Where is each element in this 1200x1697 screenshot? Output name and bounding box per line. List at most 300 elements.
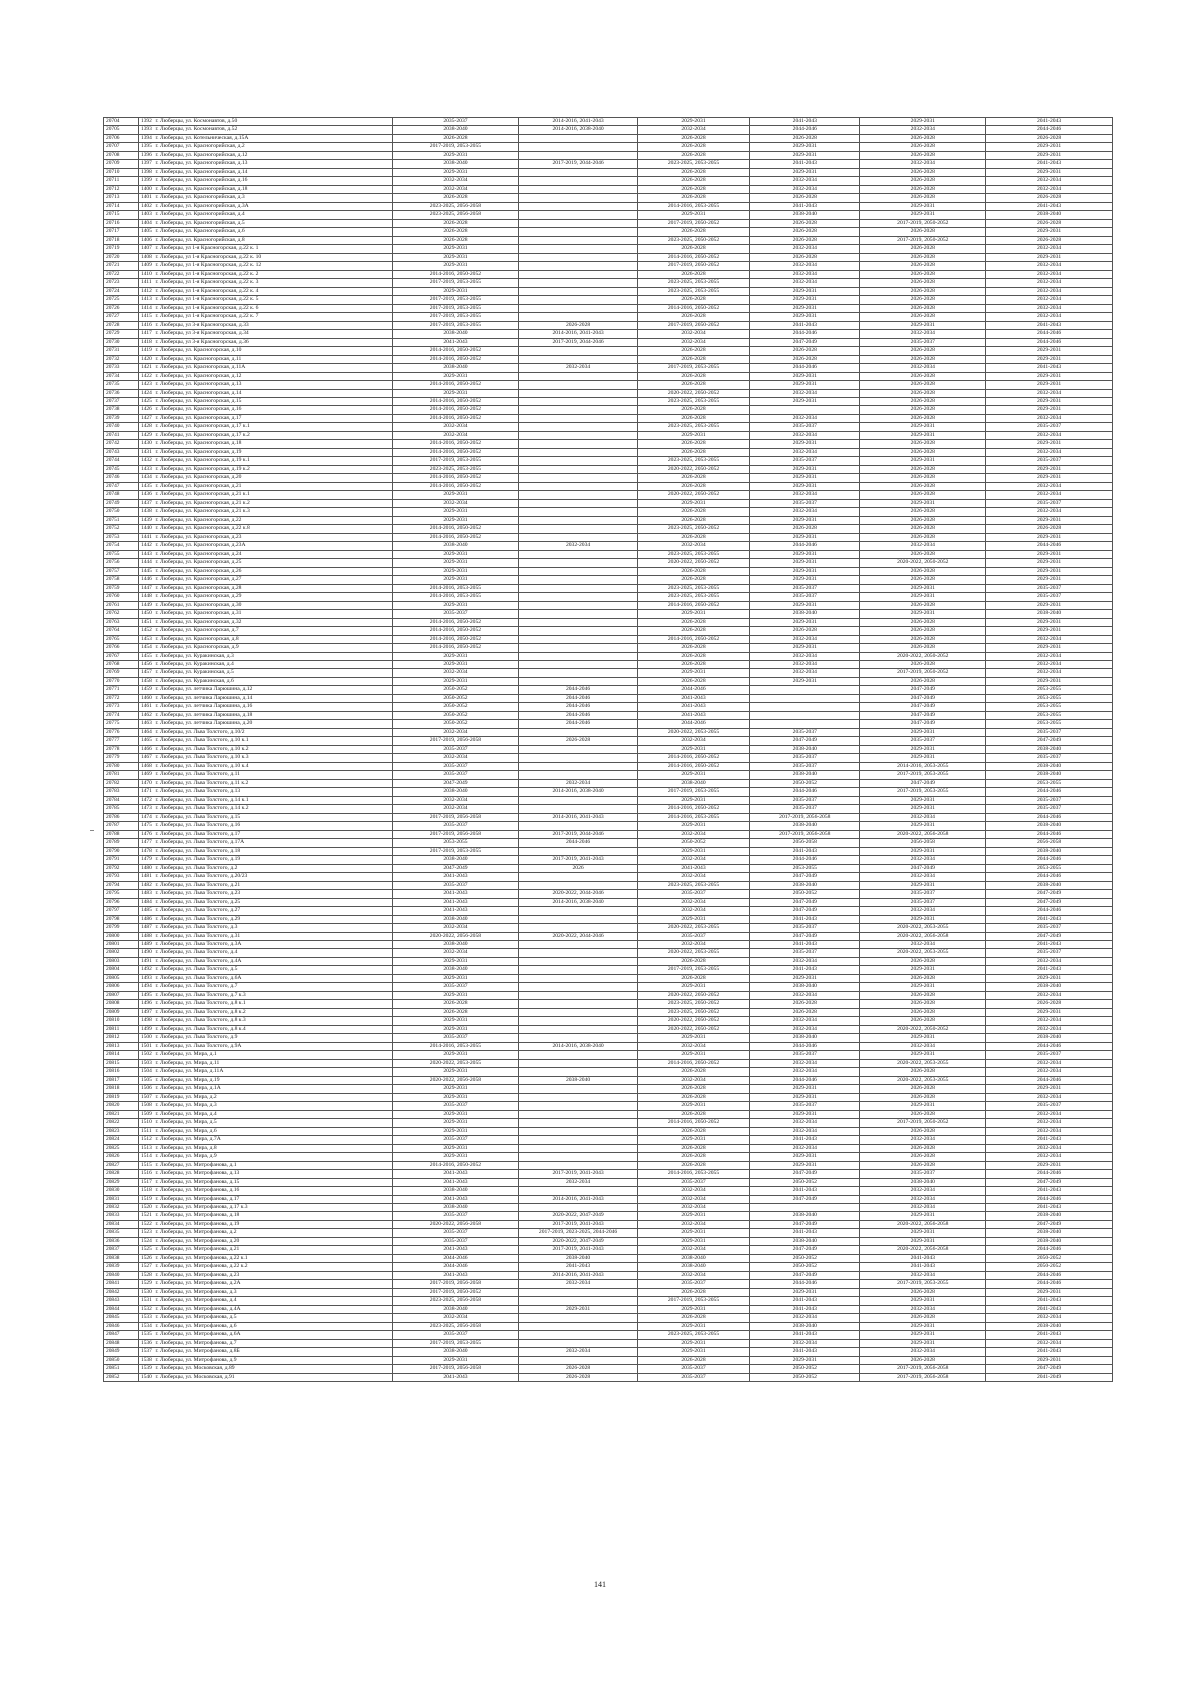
- cell-address: г. Люберцы, ул. Митрофанова, д.15: [153, 1178, 392, 1186]
- cell-p2: [519, 1187, 638, 1195]
- cell-p6: 2032-2034: [986, 279, 1113, 287]
- cell-p1: 2017-2019, 2053-2055: [392, 457, 519, 465]
- cell-address: г. Люберцы, ул. Красногорская, д.21 к.2: [153, 499, 392, 507]
- cell-num: 1472: [139, 796, 154, 804]
- cell-address: г. Люберцы, ул. Льва Толстого, д.3: [153, 924, 392, 932]
- cell-p6: 2035-2037: [986, 1102, 1113, 1110]
- table-row: [104, 321, 1113, 329]
- cell-p4: 2029-2031: [750, 151, 860, 159]
- cell-num: 1499: [139, 1025, 154, 1033]
- cell-p4: 2050-2052: [750, 1254, 860, 1262]
- cell-p1: 2050-2052: [392, 703, 519, 711]
- cell-p3: 2026-2028: [637, 168, 749, 176]
- cell-id: 20729: [104, 330, 139, 338]
- cell-p5: 2026-2028: [860, 287, 986, 295]
- cell-p3: 2035-2037: [637, 1178, 749, 1186]
- cell-p2: [519, 1356, 638, 1364]
- cell-p3: 2017-2019, 2053-2055: [637, 788, 749, 796]
- table-row: [104, 1271, 1113, 1279]
- cell-num: 1426: [139, 406, 154, 414]
- cell-p1: 2038-2040: [392, 788, 519, 796]
- cell-p5: 2029-2031: [860, 1229, 986, 1237]
- cell-p3: 2026-2028: [637, 143, 749, 151]
- cell-p6: 2029-2031: [986, 406, 1113, 414]
- table-row: [104, 661, 1113, 669]
- table-row: [104, 924, 1113, 932]
- table-row: [104, 890, 1113, 898]
- cell-p1: 2029-2031: [392, 1085, 519, 1093]
- cell-address: г. Люберцы, ул. Красногорская, д.18: [153, 440, 392, 448]
- cell-p5: 2026-2028: [860, 1314, 986, 1322]
- cell-num: 1495: [139, 991, 154, 999]
- cell-p2: 2014-2016, 2041-2043: [519, 813, 638, 821]
- table-row: [104, 957, 1113, 965]
- cell-num: 1420: [139, 355, 154, 363]
- cell-num: 1481: [139, 873, 154, 881]
- table-row: [104, 355, 1113, 363]
- cell-address: г. Люберцы, ул. Красногорская, д.29: [153, 593, 392, 601]
- table-row: [104, 465, 1113, 473]
- cell-address: г. Люберцы, ул. Красногорская, д.10: [153, 347, 392, 355]
- cell-p5: 2029-2031: [860, 728, 986, 736]
- cell-p3: 2023-2025, 2053-2055: [637, 1331, 749, 1339]
- cell-p1: 2035-2037: [392, 762, 519, 770]
- cell-num: 1462: [139, 711, 154, 719]
- cell-p6: 2029-2031: [986, 168, 1113, 176]
- cell-address: г. Люберцы, ул. Митрофанова, д.2: [153, 1229, 392, 1237]
- cell-id: 20709: [104, 160, 139, 168]
- cell-p6: 2038-2040: [986, 1322, 1113, 1330]
- cell-p6: 2029-2031: [986, 1161, 1113, 1169]
- cell-p4: 2035-2037: [750, 728, 860, 736]
- cell-p2: [519, 1085, 638, 1093]
- table-row: [104, 177, 1113, 185]
- cell-p1: 2032-2034: [392, 796, 519, 804]
- cell-p4: 2029-2031: [750, 313, 860, 321]
- cell-id: 20789: [104, 839, 139, 847]
- cell-p3: 2032-2034: [637, 126, 749, 134]
- cell-address: г. Люберцы, ул. летчика Ларюшина, д.16: [153, 703, 392, 711]
- cell-address: г. Люберцы, ул. Льва Толстого, д.10 к.1: [153, 737, 392, 745]
- cell-p5: 2029-2031: [860, 1051, 986, 1059]
- cell-p1: 2026-2028: [392, 236, 519, 244]
- cell-p3: 2014-2016, 2050-2052: [637, 304, 749, 312]
- cell-p3: 2023-2025, 2050-2052: [637, 236, 749, 244]
- table-row: [104, 228, 1113, 236]
- cell-p6: 2041-2049: [986, 1373, 1113, 1381]
- cell-p2: 2041-2043: [519, 1263, 638, 1271]
- cell-address: г. Люберцы, ул 1-я Красногорская, д.22 к. 3: [153, 279, 392, 287]
- cell-p2: [519, 652, 638, 660]
- cell-p5: 2032-2034: [860, 364, 986, 372]
- cell-id: 20734: [104, 372, 139, 380]
- cell-p1: 2032-2034: [392, 754, 519, 762]
- table-row: [104, 1136, 1113, 1144]
- cell-num: 1399: [139, 177, 154, 185]
- cell-p3: 2014-2016, 2050-2052: [637, 762, 749, 770]
- cell-p1: 2029-2031: [392, 601, 519, 609]
- cell-p1: 2032-2034: [392, 805, 519, 813]
- cell-p2: [519, 245, 638, 253]
- cell-num: 1467: [139, 754, 154, 762]
- cell-p6: 2041-2043: [986, 1297, 1113, 1305]
- cell-p4: 2041-2043: [750, 202, 860, 210]
- cell-id: 20821: [104, 1110, 139, 1118]
- cell-p3: 2026-2028: [637, 347, 749, 355]
- cell-id: 20779: [104, 754, 139, 762]
- cell-p5: 2017-2019, 2053-2055: [860, 788, 986, 796]
- cell-address: г. Люберцы, ул. Мира, д.19: [153, 1076, 392, 1084]
- cell-p3: 2029-2031: [637, 1034, 749, 1042]
- cell-address: г. Люберцы, ул. Мира, д.8: [153, 1144, 392, 1152]
- cell-address: г. Люберцы, ул. Льва Толстого, д.14 к.2: [153, 805, 392, 813]
- cell-p4: 2041-2043: [750, 160, 860, 168]
- cell-p3: 2041-2043: [637, 864, 749, 872]
- cell-address: г. Люберцы, ул. Красногорийская, д.3А: [153, 202, 392, 210]
- cell-p6: 2032-2034: [986, 661, 1113, 669]
- cell-p1: 2023-2025, 2056-2058: [392, 1322, 519, 1330]
- cell-num: 1394: [139, 134, 154, 142]
- table-row: [104, 1322, 1113, 1330]
- cell-p3: 2029-2031: [637, 1322, 749, 1330]
- cell-p6: 2053-2055: [986, 703, 1113, 711]
- cell-p6: 2035-2037: [986, 457, 1113, 465]
- cell-p5: 2026-2028: [860, 567, 986, 575]
- cell-p2: [519, 677, 638, 685]
- cell-p5: 2026-2028: [860, 304, 986, 312]
- cell-p6: 2032-2034: [986, 1153, 1113, 1161]
- cell-p3: 2026-2028: [637, 644, 749, 652]
- cell-p4: 2050-2052: [750, 779, 860, 787]
- cell-id: 20753: [104, 533, 139, 541]
- cell-p4: 2044-2046: [750, 1280, 860, 1288]
- cell-address: г. Люберцы, ул. Красногорская, д.17: [153, 414, 392, 422]
- cell-p4: 2044-2046: [750, 788, 860, 796]
- cell-p6: 2029-2031: [986, 143, 1113, 151]
- table-row: [104, 686, 1113, 694]
- table-row: [104, 805, 1113, 813]
- table-row: [104, 584, 1113, 592]
- cell-p6: 2041-2043: [986, 1331, 1113, 1339]
- cell-p4: 2050-2052: [750, 1365, 860, 1373]
- cell-id: 20827: [104, 1161, 139, 1169]
- cell-p2: [519, 465, 638, 473]
- cell-p6: 2029-2031: [986, 372, 1113, 380]
- cell-p4: 2029-2031: [750, 567, 860, 575]
- cell-id: 20755: [104, 550, 139, 558]
- cell-p1: 2029-2031: [392, 1127, 519, 1135]
- cell-num: 1516: [139, 1170, 154, 1178]
- cell-p5: 2026-2028: [860, 1093, 986, 1101]
- cell-num: 1430: [139, 440, 154, 448]
- cell-p4: 2026-2028: [750, 236, 860, 244]
- cell-p5: 2017-2019, 2050-2052: [860, 669, 986, 677]
- cell-p4: 2026-2028: [750, 347, 860, 355]
- cell-p6: 2047-2049: [986, 890, 1113, 898]
- cell-id: 20720: [104, 253, 139, 261]
- cell-p2: [519, 805, 638, 813]
- cell-address: г. Люберцы, ул. Красногорская, д.24: [153, 550, 392, 558]
- cell-p2: 2038-2040: [519, 1076, 638, 1084]
- cell-id: 20840: [104, 1271, 139, 1279]
- cell-p4: 2032-2034: [750, 991, 860, 999]
- cell-p5: 2026-2028: [860, 1356, 986, 1364]
- cell-p3: 2029-2031: [637, 669, 749, 677]
- cell-p4: 2035-2037: [750, 762, 860, 770]
- cell-p2: 2032-2034: [519, 364, 638, 372]
- cell-num: 1488: [139, 932, 154, 940]
- cell-p6: 2038-2040: [986, 847, 1113, 855]
- cell-p1: 2029-2031: [392, 508, 519, 516]
- cell-p1: 2032-2034: [392, 499, 519, 507]
- cell-num: 1469: [139, 771, 154, 779]
- cell-p1: 2050-2052: [392, 694, 519, 702]
- cell-p3: 2026-2028: [637, 482, 749, 490]
- cell-p3: 2026-2028: [637, 448, 749, 456]
- cell-p4: 2032-2034: [750, 1339, 860, 1347]
- cell-p6: 2044-2046: [986, 907, 1113, 915]
- cell-p1: 2029-2031: [392, 677, 519, 685]
- cell-p3: 2017-2019, 2053-2055: [637, 364, 749, 372]
- table-row: [104, 1212, 1113, 1220]
- cell-p4: 2041-2043: [750, 1136, 860, 1144]
- cell-num: 1517: [139, 1178, 154, 1186]
- cell-p5: 2026-2028: [860, 974, 986, 982]
- cell-p3: 2026-2028: [637, 194, 749, 202]
- cell-p5: 2029-2031: [860, 1212, 986, 1220]
- cell-p2: [519, 1322, 638, 1330]
- cell-p2: [519, 457, 638, 465]
- table-row: [104, 610, 1113, 618]
- cell-p6: 2038-2040: [986, 211, 1113, 219]
- cell-p6: 2050-2052: [986, 1254, 1113, 1262]
- cell-p1: 2017-2019, 2056-2058: [392, 737, 519, 745]
- cell-num: 1411: [139, 279, 154, 287]
- cell-p2: [519, 822, 638, 830]
- table-row: [104, 788, 1113, 796]
- cell-p1: 2020-2022, 2056-2058: [392, 1076, 519, 1084]
- cell-p3: 2026-2028: [637, 516, 749, 524]
- table-row: [104, 567, 1113, 575]
- cell-p6: 2044-2046: [986, 542, 1113, 550]
- cell-p1: 2029-2031: [392, 1356, 519, 1364]
- cell-p4: 2038-2040: [750, 1322, 860, 1330]
- cell-address: г. Люберцы, ул. Красногорская, д.15: [153, 397, 392, 405]
- cell-p6: 2029-2031: [986, 1356, 1113, 1364]
- cell-p6: 2038-2040: [986, 771, 1113, 779]
- cell-p6: 2029-2031: [986, 567, 1113, 575]
- cell-p5: 2026-2028: [860, 627, 986, 635]
- table-row: [104, 703, 1113, 711]
- cell-p2: 2044-2046: [519, 686, 638, 694]
- cell-p6: 2029-2031: [986, 601, 1113, 609]
- cell-p2: [519, 406, 638, 414]
- cell-address: г. Люберцы, ул. Льва Толстого, д.13: [153, 788, 392, 796]
- table-row: [104, 550, 1113, 558]
- cell-p6: 2047-2049: [986, 932, 1113, 940]
- cell-num: 1460: [139, 694, 154, 702]
- cell-id: 20778: [104, 745, 139, 753]
- cell-p2: [519, 499, 638, 507]
- cell-num: 1513: [139, 1144, 154, 1152]
- cell-p2: 2044-2046: [519, 720, 638, 728]
- cell-p5: 2035-2037: [860, 338, 986, 346]
- cell-address: г. Люберцы, ул. Митрофанова, д.21: [153, 1246, 392, 1254]
- cell-p5: 2029-2031: [860, 881, 986, 889]
- cell-p1: 2026-2028: [392, 134, 519, 142]
- cell-p6: 2041-2043: [986, 915, 1113, 923]
- table-row: [104, 236, 1113, 244]
- cell-p3: 2035-2037: [637, 890, 749, 898]
- cell-num: 1530: [139, 1288, 154, 1296]
- cell-num: 1524: [139, 1237, 154, 1245]
- cell-num: 1451: [139, 618, 154, 626]
- cell-p3: 2017-2019, 2050-2052: [637, 321, 749, 329]
- table-row: [104, 1085, 1113, 1093]
- cell-address: г. Люберцы, ул. Мира, д.7А: [153, 1136, 392, 1144]
- cell-p5: 2017-2019, 2050-2052: [860, 236, 986, 244]
- cell-address: г. Люберцы, ул. Льва Толстого, д.10 к.3: [153, 754, 392, 762]
- cell-id: 20783: [104, 788, 139, 796]
- table-row: [104, 627, 1113, 635]
- cell-p4: 2032-2034: [750, 448, 860, 456]
- cell-p2: [519, 482, 638, 490]
- table-row: [104, 1305, 1113, 1313]
- cell-id: 20728: [104, 321, 139, 329]
- cell-p5: 2029-2031: [860, 745, 986, 753]
- cell-p2: [519, 253, 638, 261]
- table-row: [104, 1220, 1113, 1228]
- table-row: [104, 364, 1113, 372]
- cell-p2: [519, 584, 638, 592]
- table-row: [104, 728, 1113, 736]
- cell-p4: [750, 406, 860, 414]
- cell-p5: 2026-2028: [860, 465, 986, 473]
- cell-id: 20845: [104, 1314, 139, 1322]
- cell-id: 20836: [104, 1237, 139, 1245]
- cell-id: 20822: [104, 1119, 139, 1127]
- cell-p2: [519, 262, 638, 270]
- cell-p4: 2041-2043: [750, 1348, 860, 1356]
- cell-p4: 2047-2049: [750, 1170, 860, 1178]
- cell-p3: 2038-2040: [637, 1263, 749, 1271]
- cell-address: г. Люберцы, ул. Митрофанова, д.22 к.1: [153, 1254, 392, 1262]
- cell-num: 1509: [139, 1110, 154, 1118]
- cell-p6: 2047-2049: [986, 1220, 1113, 1228]
- cell-p1: 2029-2031: [392, 516, 519, 524]
- cell-num: 1429: [139, 431, 154, 439]
- cell-p1: 2029-2031: [392, 168, 519, 176]
- cell-p6: 2029-2031: [986, 397, 1113, 405]
- cell-p6: 2044-2046: [986, 1195, 1113, 1203]
- cell-p4: 2029-2031: [750, 465, 860, 473]
- cell-address: г. Люберцы, ул 3-я Красногорская, д.33: [153, 321, 392, 329]
- cell-p3: 2023-2025, 2053-2055: [637, 160, 749, 168]
- cell-p1: 2035-2037: [392, 745, 519, 753]
- cell-p1: 2038-2040: [392, 1204, 519, 1212]
- cell-p4: 2029-2031: [750, 143, 860, 151]
- cell-address: г. Люберцы, ул 1-я Красногорская, д.22 к. 12: [153, 262, 392, 270]
- cell-p5: 2047-2049: [860, 864, 986, 872]
- cell-p2: 2026-2028: [519, 737, 638, 745]
- cell-id: 20844: [104, 1305, 139, 1313]
- cell-id: 20801: [104, 940, 139, 948]
- cell-p4: 2053-2055: [750, 864, 860, 872]
- cell-p3: 2026-2028: [637, 228, 749, 236]
- cell-num: 1454: [139, 644, 154, 652]
- cell-address: г. Люберцы, ул. Митрофанова, д.19: [153, 1220, 392, 1228]
- cell-p2: [519, 313, 638, 321]
- cell-id: 20818: [104, 1085, 139, 1093]
- cell-p6: 2038-2040: [986, 1229, 1113, 1237]
- table-row: [104, 516, 1113, 524]
- cell-p1: 2032-2034: [392, 177, 519, 185]
- cell-p3: 2029-2031: [637, 822, 749, 830]
- cell-p1: 2017-2019, 2053-2055: [392, 321, 519, 329]
- cell-p2: [519, 1068, 638, 1076]
- cell-p5: 2026-2028: [860, 279, 986, 287]
- cell-p1: 2029-2031: [392, 253, 519, 261]
- cell-p2: 2032-2034: [519, 779, 638, 787]
- cell-p3: 2020-2022, 2050-2052: [637, 389, 749, 397]
- cell-num: 1538: [139, 1356, 154, 1364]
- cell-address: г. Люберцы, ул. Красногорийская, д.8: [153, 236, 392, 244]
- cell-p2: 2014-2016, 2041-2043: [519, 330, 638, 338]
- cell-p6: 2041-2043: [986, 1348, 1113, 1356]
- cell-p2: 2014-2016, 2041-2043: [519, 1271, 638, 1279]
- cell-id: 20716: [104, 219, 139, 227]
- cell-p6: 2038-2040: [986, 983, 1113, 991]
- cell-num: 1504: [139, 1068, 154, 1076]
- cell-id: 20806: [104, 983, 139, 991]
- table-row: [104, 1008, 1113, 1016]
- cell-num: 1471: [139, 788, 154, 796]
- cell-num: 1508: [139, 1102, 154, 1110]
- cell-p2: [519, 440, 638, 448]
- cell-p6: 2032-2034: [986, 1314, 1113, 1322]
- table-row: [104, 1348, 1113, 1356]
- cell-p5: 2029-2031: [860, 118, 986, 126]
- cell-p2: 2026: [519, 864, 638, 872]
- cell-num: 1474: [139, 813, 154, 821]
- table-row: [104, 771, 1113, 779]
- cell-p2: [519, 1297, 638, 1305]
- cell-p1: 2014-2016, 2050-2052: [392, 1161, 519, 1169]
- cell-p1: 2017-2019, 2056-2058: [392, 830, 519, 838]
- cell-p5: 2026-2028: [860, 296, 986, 304]
- table-row: [104, 873, 1113, 881]
- cell-p5: 2032-2034: [860, 1348, 986, 1356]
- cell-p5: 2029-2031: [860, 915, 986, 923]
- cell-p6: 2032-2034: [986, 957, 1113, 965]
- cell-p5: 2029-2031: [860, 805, 986, 813]
- cell-p2: [519, 414, 638, 422]
- table-row: [104, 1237, 1113, 1245]
- cell-p2: [519, 381, 638, 389]
- cell-address: г. Люберцы, ул. Красногорская, д.25: [153, 559, 392, 567]
- cell-p1: 2020-2022, 2056-2058: [392, 1220, 519, 1228]
- cell-id: 20785: [104, 805, 139, 813]
- cell-address: г. Люберцы, ул. Льва Толстого, д.4А: [153, 957, 392, 965]
- cell-address: г. Люберцы, ул. Куракинская, д.5: [153, 669, 392, 677]
- cell-p4: 2041-2043: [750, 847, 860, 855]
- cell-p6: 2038-2040: [986, 881, 1113, 889]
- cell-p3: 2032-2034: [637, 1187, 749, 1195]
- cell-p2: [519, 940, 638, 948]
- cell-p3: 2014-2016, 2050-2052: [637, 1059, 749, 1067]
- cell-p3: 2014-2016, 2050-2052: [637, 601, 749, 609]
- cell-p2: [519, 423, 638, 431]
